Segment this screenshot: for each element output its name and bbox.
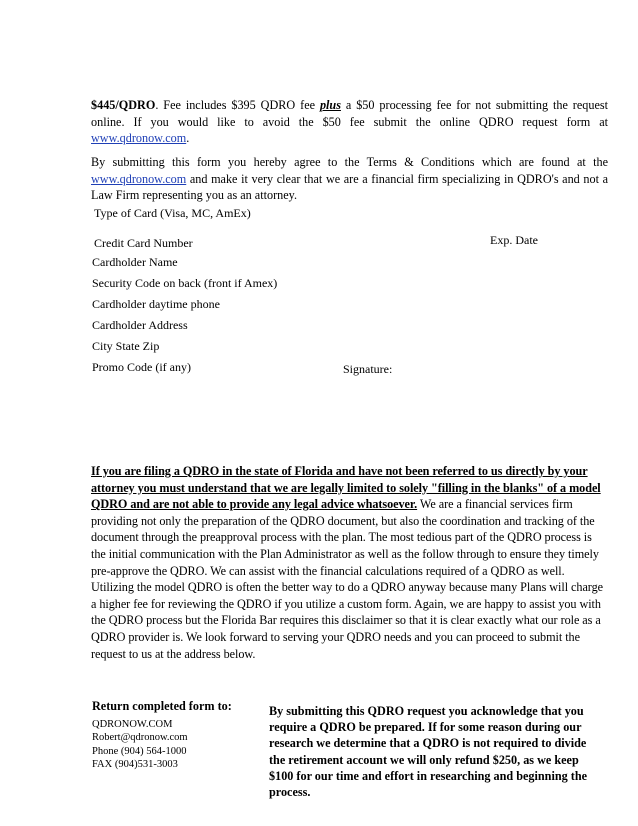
acknowledgement-paragraph: By submitting this QDRO request you acknowledge that you require a QDRO be prepared. If for some reason during our research we determine that a QDRO is not required to divide the retirement account we will only refund $250, as we keep $100 for our time and effort in researching and beginning the process.: [269, 704, 588, 800]
address-label: Cardholder Address: [92, 318, 188, 332]
exp-date-label: Exp. Date: [490, 233, 538, 247]
florida-bold-notice: If you are filing a QDRO in the state of Florida and have not been referred to us directly by your attorney you must understand that we are legally limited to solely "filling in the blanks" of a model QDRO and are not able to provide any legal advice whatsoever.: [91, 464, 601, 512]
return-phone: Phone (904) 564-1000: [92, 745, 187, 757]
florida-disclaimer: [91, 463, 607, 662]
terms-link[interactable]: www.qdronow.com: [91, 171, 187, 186]
qdronow-link[interactable]: www.qdronow.com: [91, 131, 187, 146]
return-address-block: [92, 718, 188, 771]
terms-paragraph: [91, 154, 608, 204]
city-state-zip-label: City State Zip: [92, 339, 160, 353]
daytime-phone-label: Cardholder daytime phone: [92, 297, 220, 311]
card-type-label: Type of Card (Visa, MC, AmEx): [94, 206, 251, 220]
return-email: Robert@qdronow.com: [92, 732, 188, 744]
fee-plus: plus: [319, 98, 341, 112]
security-code-label: Security Code on back (front if Amex): [92, 276, 278, 290]
fee-text-1: . Fee includes $395 QDRO fee: [155, 98, 320, 112]
terms-text-2: and make it very clear that we are a financial firm specializing in QDRO's and not a Law Firm representing you as an attorney.: [91, 171, 608, 203]
florida-body: We are a financial services firm providing not only the preparation of the QDRO document, but also the coordination and tracking of the document through the preapproval process with the plan. The most tedious part of the QDRO process is the initial communication with the Plan Administrator as well as the follow through to ensure they timely pre-approve the QDRO. We can assist with the financial calculations required of a QDRO as well. Utilizing the model QDRO is often the better way to do a QDRO anyway because many Plans will charge a higher fee for reviewing the QDRO if you utilize a custom form. Again, we are happy to assist you with the QDRO process but the Florida Bar requires this disclaimer so that it is clear exactly what our role as a QDRO provider is. We look forward to serving your QDRO needs and you can proceed to submit the request to us at the address below.: [91, 497, 603, 661]
fee-paragraph: [91, 97, 608, 147]
return-heading: Return completed form to:: [92, 699, 232, 713]
fee-text-2: a $50 processing fee for not submitting the request online. If you would like to avoid the $50 fee submit the online QDRO request form at: [91, 98, 608, 129]
signature-label: Signature:: [343, 362, 393, 376]
return-fax: FAX (904)531-3003: [92, 758, 178, 770]
return-company: QDRONOW.COM: [92, 719, 173, 730]
card-number-label: Credit Card Number: [94, 236, 193, 250]
fee-price: $445/QDRO: [91, 98, 156, 112]
promo-code-label: Promo Code (if any): [92, 360, 191, 374]
fee-text-3: .: [186, 131, 190, 146]
terms-text-1: By submitting this form you hereby agree to the Terms & Conditions which are found at the: [91, 155, 608, 169]
cardholder-name-label: Cardholder Name: [92, 255, 178, 269]
